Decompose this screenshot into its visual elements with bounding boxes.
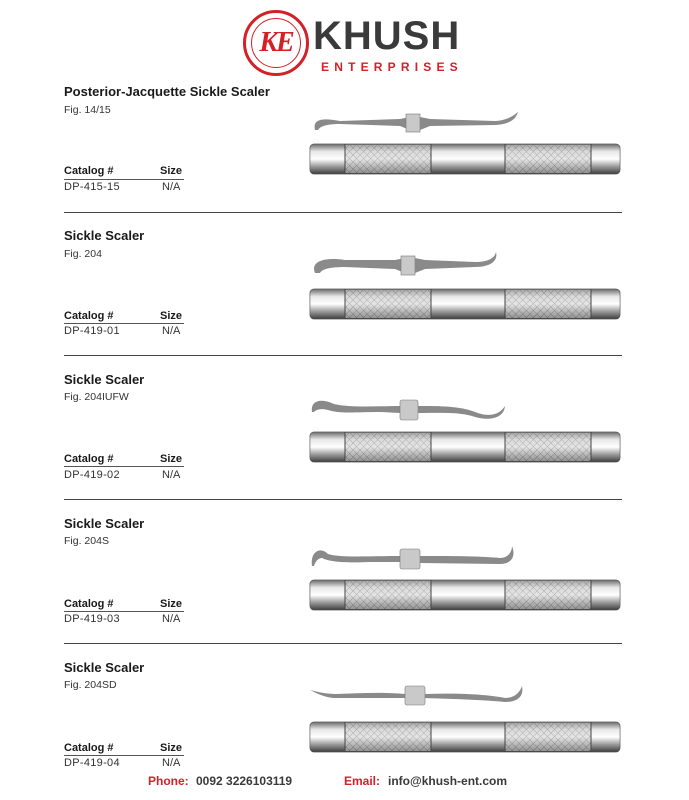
size-value: N/A	[162, 613, 181, 625]
catalog-header: Catalog #	[64, 453, 114, 465]
brand-logo	[243, 10, 463, 80]
instrument-image	[300, 388, 630, 488]
logo-mark: KE	[259, 27, 293, 58]
email-address[interactable]: info@khush-ent.com	[388, 774, 508, 788]
product-title: Sickle Scaler	[64, 516, 145, 531]
instrument-image	[300, 100, 630, 200]
instrument-image	[300, 245, 630, 345]
catalog-header: Catalog #	[64, 742, 114, 754]
size-header: Size	[160, 598, 183, 610]
size-value: N/A	[162, 469, 181, 481]
size-value: N/A	[162, 757, 181, 769]
product-figure: Fig. 204SD	[64, 679, 117, 691]
size-value: N/A	[162, 181, 181, 193]
catalog-number: DP-419-02	[64, 469, 120, 481]
size-header: Size	[160, 453, 183, 465]
catalog-number: DP-415-15	[64, 181, 120, 193]
phone-label: Phone:	[148, 774, 189, 788]
catalog-header: Catalog #	[64, 598, 114, 610]
product-title: Sickle Scaler	[64, 372, 145, 387]
instrument-image	[300, 680, 630, 780]
size-header: Size	[160, 165, 183, 177]
catalog-header: Catalog #	[64, 165, 114, 177]
size-value: N/A	[162, 325, 181, 337]
product-title: Sickle Scaler	[64, 660, 145, 675]
instrument-image	[300, 536, 630, 636]
brand-name: KHUSH	[313, 14, 461, 58]
product-figure: Fig. 204S	[64, 535, 109, 547]
catalog-header: Catalog #	[64, 310, 114, 322]
product-title: Sickle Scaler	[64, 228, 145, 243]
size-header: Size	[160, 310, 183, 322]
size-header: Size	[160, 742, 183, 754]
email-label: Email:	[344, 774, 381, 788]
catalog-number: DP-419-01	[64, 325, 120, 337]
product-title: Posterior-Jacquette Sickle Scaler	[64, 84, 270, 99]
product-figure: Fig. 204IUFW	[64, 391, 129, 403]
logo-emblem	[243, 10, 309, 76]
product-figure: Fig. 204	[64, 248, 102, 260]
brand-subtitle: ENTERPRISES	[321, 60, 463, 74]
phone-number[interactable]: 0092 3226103119	[196, 774, 293, 788]
catalog-number: DP-419-03	[64, 613, 120, 625]
product-figure: Fig. 14/15	[64, 104, 111, 116]
catalog-number: DP-419-04	[64, 757, 120, 769]
